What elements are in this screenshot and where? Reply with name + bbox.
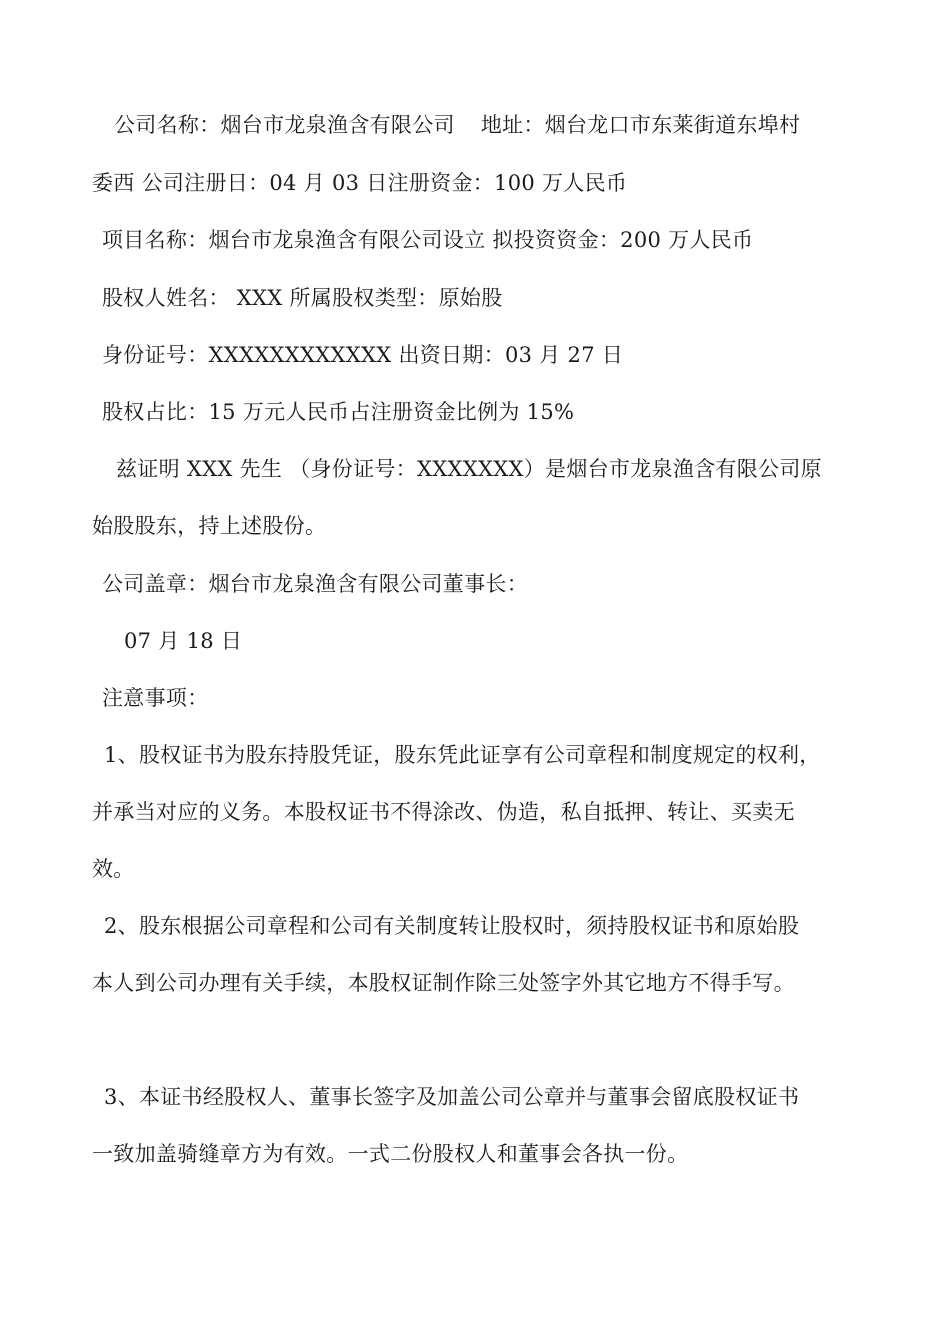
id-number-line: 身份证号：XXXXXXXXXXXX 出资日期：03 月 27 日 [102, 343, 624, 367]
certification-line-2: 始股股东，持上述股份。 [92, 514, 327, 538]
note-3-line-2: 一致加盖骑缝章方为有效。一式二份股权人和董事会各执一份。 [92, 1142, 689, 1166]
notes-heading: 注意事项： [102, 686, 209, 710]
company-info-continuation: 委西 公司注册日：04 月 03 日注册资金：100 万人民币 [92, 171, 628, 195]
company-info-line [114, 110, 800, 140]
note-2-line-2: 本人到公司办理有关手续，本股权证制作除三处签字外其它地方不得手写。 [92, 971, 795, 995]
certification-line-1: 兹证明 XXX 先生 （身份证号：XXXXXXX）是烟台市龙泉渔含有限公司原 [116, 457, 822, 481]
note-1-line-2: 并承当对应的义务。本股权证书不得涂改、伪造，私自抵押、转让、买卖无 [92, 800, 795, 824]
note-2-line-1: 2、股东根据公司章程和公司有关制度转让股权时，须持股权证书和原始股 [104, 914, 800, 938]
company-address-text: 地址：烟台龙口市东莱街道东埠村 [480, 113, 801, 137]
note-1-line-3: 效。 [92, 857, 135, 881]
note-3-line-1: 3、本证书经股权人、董事长签字及加盖公司公章并与董事会留底股权证书 [104, 1085, 800, 1109]
note-1-line-1: 1、股权证书为股东持股凭证，股东凭此证享有公司章程和制度规定的权利， [104, 743, 821, 767]
company-name-text: 公司名称：烟台市龙泉渔含有限公司 [114, 113, 455, 137]
project-line: 项目名称：烟台市龙泉渔含有限公司设立 拟投资资金：200 万人民币 [102, 228, 754, 252]
date-line: 07 月 18 日 [124, 629, 243, 653]
equity-ratio-line: 股权占比：15 万元人民币占注册资金比例为 15% [102, 400, 575, 424]
seal-line: 公司盖章：烟台市龙泉渔含有限公司董事长： [102, 572, 528, 596]
holder-line: 股权人姓名： XXX 所属股权类型：原始股 [102, 286, 503, 310]
